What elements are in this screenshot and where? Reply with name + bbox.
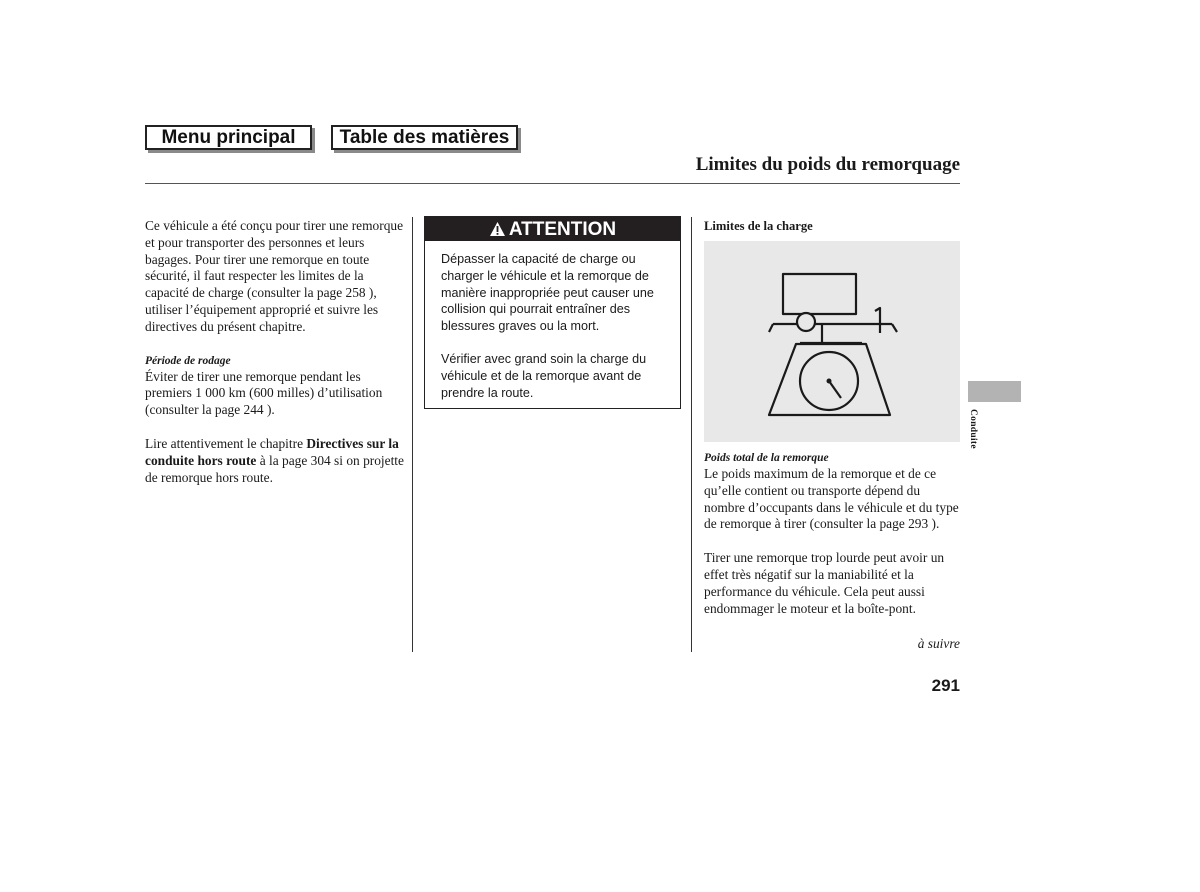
- column-divider-left: [412, 217, 413, 652]
- main-menu-button[interactable]: Menu principal: [145, 125, 312, 150]
- column-divider-right: [691, 217, 692, 652]
- warning-paragraph-1: Dépasser la capacité de charge ou charger le véhicule et la remorque de manière inappropriée peut causer une collision qui pourrait entraîner des blessures graves ou la mort.: [441, 252, 654, 334]
- continued-label: à suivre: [917, 636, 960, 651]
- page-number: 291: [931, 676, 960, 695]
- heavy-trailer-paragraph: Tirer une remorque trop lourde peut avoir un effet très négatif sur la maniabilité et la performance du véhicule. Cela peut aussi endommager le moteur et la boîte-pont.: [704, 550, 945, 616]
- offroad-suffix: à la page 304 si on projette de remorque hors route.: [145, 452, 404, 485]
- gross-trailer-weight-paragraph: Le poids maximum de la remorque et de ce qu’elle contient ou transporte dépend du nombre d’occupants dans le véhicule et du type de remorque à tirer (consulter la page 293 ).: [704, 466, 959, 532]
- intro-paragraph: Ce véhicule a été conçu pour tirer une remorque et pour transporter des personnes et leurs bagages. Pour tirer une remorque en toute sécurité, il faut respecter les limites de la capacité de charge (consulter la page 258 ), utiliser l’équipement approprié et suivre les directives du présent chapitre.: [145, 218, 404, 334]
- section-tab-marker: [968, 381, 1021, 402]
- warning-triangle-icon: [489, 221, 506, 237]
- warning-body: [425, 241, 680, 401]
- break-in-heading: Période de rodage: [145, 354, 231, 367]
- warning-title: ATTENTION: [508, 218, 617, 240]
- offroad-paragraph: [145, 436, 407, 486]
- load-limits-heading: Limites de la charge: [704, 219, 813, 233]
- trailer-scale-icon: [704, 241, 960, 442]
- title-divider: [145, 183, 960, 184]
- warning-header: [425, 217, 680, 241]
- gross-trailer-weight-heading: Poids total de la remorque: [704, 452, 829, 464]
- table-of-contents-button[interactable]: Table des matières: [331, 125, 518, 150]
- offroad-prefix: Lire attentivement le chapitre: [145, 435, 307, 451]
- trailer-on-scale-illustration: [704, 241, 960, 442]
- section-tab-label: Conduite: [968, 409, 978, 449]
- break-in-paragraph: Éviter de tirer une remorque pendant les premiers 1 000 km (600 milles) d’utilisation (consulter la page 244 ).: [145, 368, 383, 418]
- page-title: Limites du poids du remorquage: [695, 154, 960, 175]
- offroad-guidelines-link: Directives sur la conduite hors route: [145, 435, 399, 468]
- left-column: [145, 218, 407, 486]
- warning-box: [424, 216, 681, 409]
- warning-paragraph-2: Vérifier avec grand soin la charge du véhicule et de la remorque avant de prendre la route.: [441, 351, 647, 400]
